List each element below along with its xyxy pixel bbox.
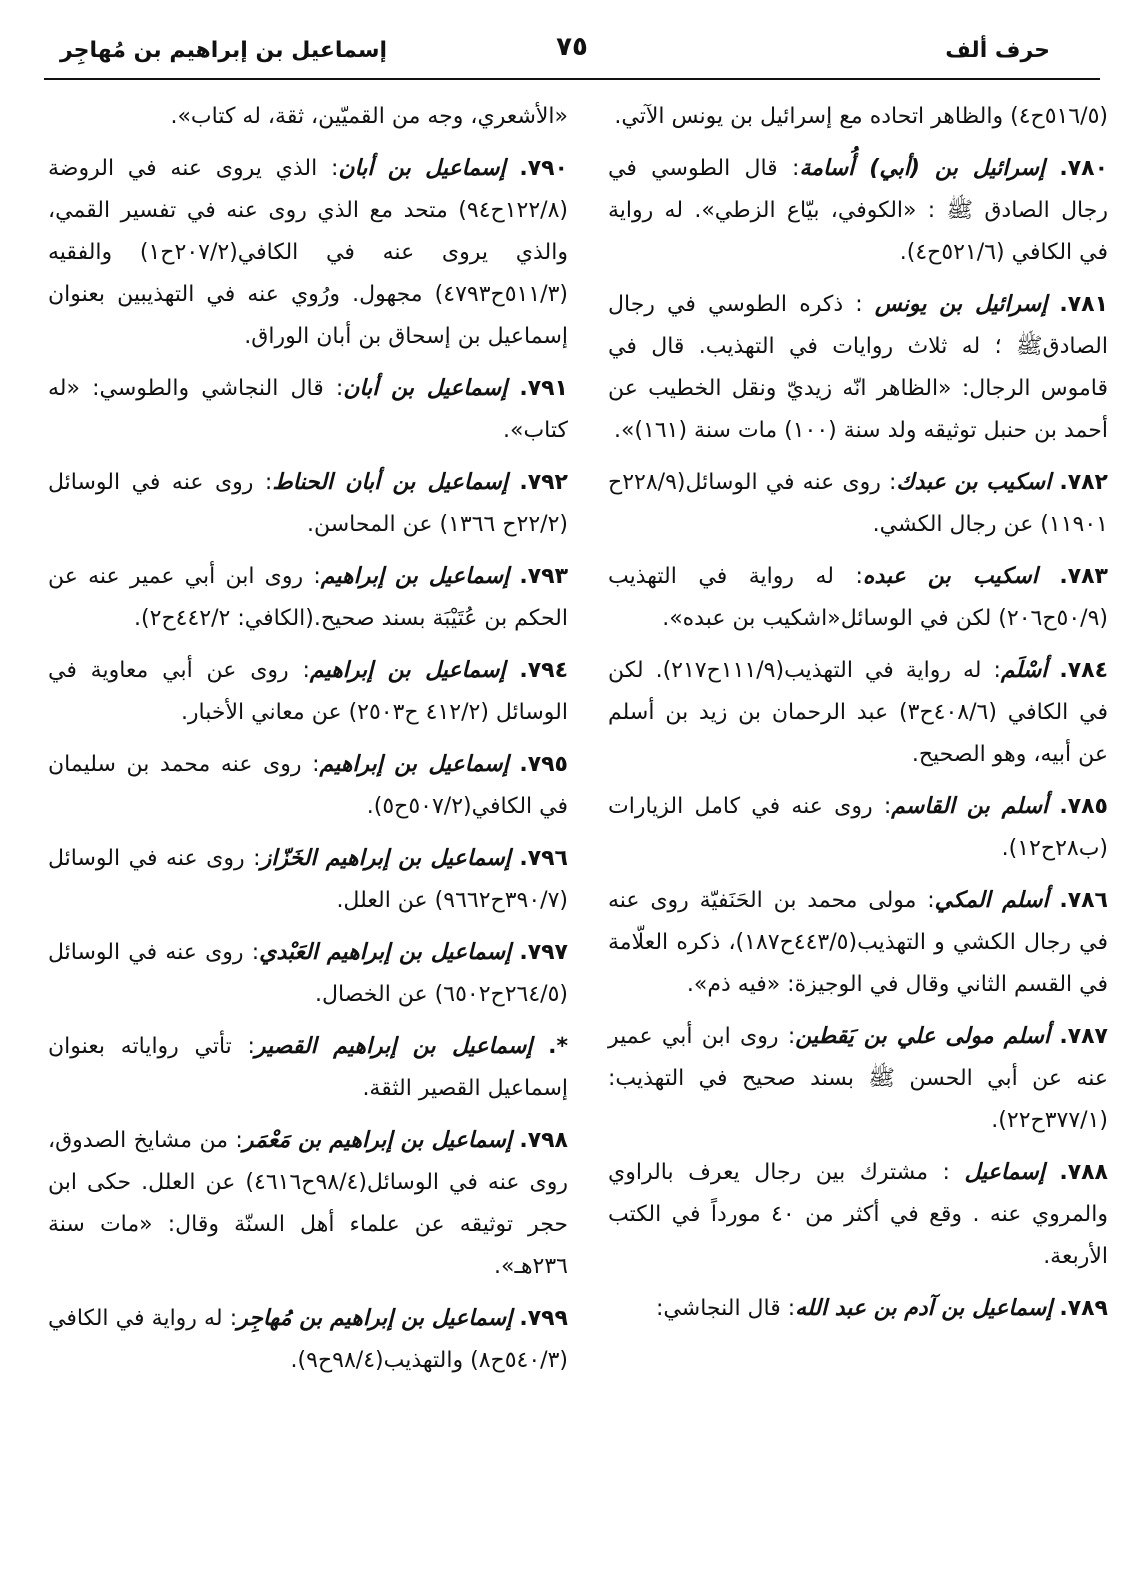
entry-text: : روى عن أبي معاوية في الوسائل (٤١٢/٢ ح٢٥٠٣) عن معاني الأخبار. [48, 658, 568, 725]
entry-name: إسماعيل بن أبان الحناط [272, 470, 508, 495]
entry-text: : مشترك بين رجال يعرف بالراوي والمروي عنه . وقع في أكثر من ٤٠ مورداً في الكتب الأربعة. [608, 1160, 1108, 1269]
page-header [44, 30, 1100, 80]
entry-text: : تأتي رواياته بعنوان إسماعيل القصير الثقة. [48, 1034, 568, 1101]
running-title: إسماعيل بن إبراهيم بن مُهاجِر [60, 38, 388, 63]
entry-text: : قال الطوسي في رجال الصادق ﷺ : «الكوفي، بيّاع الزطي». له رواية في الكافي (٥٢١/٦ح٤). [608, 156, 1108, 265]
entry-number: ٧٩٧. [519, 940, 568, 965]
entry [608, 284, 1108, 452]
entry-text: : روى عنه محمد بن سليمان في الكافي(٥٠٧/٢ح٥). [48, 752, 568, 819]
entry-number: ٧٩٥. [519, 752, 568, 777]
entry [608, 148, 1108, 274]
entry [48, 1120, 568, 1288]
chapter-title: حرف ألف [945, 38, 1050, 63]
entry-name: إسماعيل بن آدم بن عبد الله [795, 1296, 1053, 1321]
entry-text: «الأشعري، وجه من القميّين، ثقة، له كتاب». [170, 104, 568, 129]
entry-text: : روى ابن أبي عمير عنه عن الحكم بن عُتَيْبَة بسند صحيح.(الكافي: ٤٤٢/٢ح٢). [48, 564, 568, 631]
entry-name: إسرائيل بن يونس [874, 292, 1048, 317]
right-column [608, 96, 1108, 1340]
entry-text: : روى عنه في الوسائل(٢٢٨/٩ح ١١٩٠١) عن رجال الكشي. [608, 470, 1108, 537]
entry-text: : روى عنه في الوسائل (٣٩٠/٧ح٩٦٦٢) عن العلل. [48, 846, 568, 913]
entry-name: أسلم بن القاسم [891, 794, 1049, 819]
entry-text: (٥١٦/٥ح٤) والظاهر اتحاده مع إسرائيل بن يونس الآتي. [614, 104, 1108, 129]
entry-text: : روى عنه في كامل الزيارات (ب٢٨ح١٢). [608, 794, 1108, 861]
entry-number: ٧٨٥. [1059, 794, 1108, 819]
entry-name: إسماعيل بن إبراهيم [309, 658, 506, 683]
entry-text: : روى عنه في الوسائل (٢٦٤/٥ح٦٥٠٢) عن الخصال. [48, 940, 568, 1007]
entry-number: ٧٨٨. [1059, 1160, 1108, 1185]
entry-number: ٧٩٢. [519, 470, 568, 495]
entry-name: أسلم المكي [934, 888, 1049, 913]
entry-number: ٧٨٣. [1059, 564, 1108, 589]
entry [608, 1152, 1108, 1278]
entry [48, 1026, 568, 1110]
entry-number: ٧٨٩. [1059, 1296, 1108, 1321]
page-number: ٧٥ [556, 32, 588, 62]
entry-number: ٧٩٩. [519, 1306, 568, 1331]
entry-name: إسماعيل بن إبراهيم بن مَعْمَر [242, 1128, 512, 1153]
entry-text: : له رواية في الكافي (٥٤٠/٣ح٨) والتهذيب(٩٨/٤ح٩). [48, 1306, 568, 1373]
entry [48, 838, 568, 922]
entry [608, 650, 1108, 776]
entry-number: ٧٩١. [519, 376, 568, 401]
entry [608, 1288, 1108, 1330]
entry-number: ٧٨٠. [1059, 156, 1109, 181]
entry-number: ٧٩٨. [519, 1128, 568, 1153]
entry-text: : من مشايخ الصدوق، روى عنه في الوسائل(٩٨/٤ح٤٦١٦) عن العلل. حكى ابن حجر توثيقه عن علماء أهل السنّة وقال: «مات سنة ٢٣٦هـ». [48, 1128, 568, 1279]
entry [608, 556, 1108, 640]
entry-number: ٧٨٦. [1059, 888, 1108, 913]
entry [608, 96, 1108, 138]
entry-text: : قال النجاشي والطوسي: «له كتاب». [48, 376, 568, 443]
entry-text: : قال النجاشي: [656, 1296, 796, 1321]
entry [48, 148, 568, 358]
entry-name: اسكيب بن عبدك [896, 470, 1052, 495]
entry-text: : روى عنه في الوسائل (٢٢/٢ح ١٣٦٦) عن المحاسن. [48, 470, 568, 537]
entry-text: : روى ابن أبي عمير عنه عن أبي الحسن ﷺ بسند صحيح في التهذيب: (٣٧٧/١ح٢٢). [608, 1024, 1108, 1133]
entry-text: : له رواية في التهذيب (٥٠/٩ح٢٠٦) لكن في الوسائل«اشكيب بن عبده». [608, 564, 1108, 631]
entry-name: إسماعيل بن إبراهيم العَبْدي [259, 940, 512, 965]
entry-name: إسماعيل بن أبان [343, 376, 508, 401]
entry [608, 786, 1108, 870]
entry-name: إسماعيل بن إبراهيم القصير [254, 1034, 533, 1059]
entry [608, 462, 1108, 546]
entry-text: : ذكره الطوسي في رجال الصادقﷺ ؛ له ثلاث روايات في التهذيب. قال في قاموس الرجال: «الظاهر انّه زيديّ ونقل الخطيب عن أحمد بن حنبل توثيقه ولد سنة (١٠٠) مات سنة (١٦١)». [608, 292, 1108, 443]
entry-number: ٧٨٤. [1059, 658, 1109, 683]
entry-number: ٧٩٠. [519, 156, 568, 181]
entry-name: إسماعيل بن أبان [338, 156, 506, 181]
entry-number: ٧٩٤. [519, 658, 569, 683]
entry-number: *. [548, 1034, 568, 1059]
entry [608, 1016, 1108, 1142]
entry-number: ٧٨١. [1059, 292, 1109, 317]
entry-text: : مولى محمد بن الحَنَفيّة روى عنه في رجال الكشي و التهذيب(٤٤٣/٥ح١٨٧)، ذكره العلّامة في القسم الثاني وقال في الوجيزة: «فيه ذم». [608, 888, 1108, 997]
entry-text: : الذي يروى عنه في الروضة (١٢٢/٨ح٩٤) متحد مع الذي روى عنه في تفسير القمي، والذي يروى عنه في الكافي(٢٠٧/٢ح١) والفقيه (٥١١/٣ح٤٧٩٣) مجهول. ورُوي عنه في التهذيبين بعنوان إسماعيل بن إسحاق بن أبان الوراق. [48, 156, 568, 349]
entry [608, 880, 1108, 1006]
entry [48, 744, 568, 828]
entry [48, 462, 568, 546]
entry-number: ٧٩٣. [519, 564, 569, 589]
entry [48, 932, 568, 1016]
entry-name: إسماعيل بن إبراهيم [319, 752, 509, 777]
entry-name: أسْلَم [1000, 658, 1048, 683]
entry-name: إسماعيل [964, 1160, 1045, 1185]
entry-name: إسماعيل بن إبراهيم بن مُهاجِر [237, 1306, 513, 1331]
left-column [48, 96, 568, 1392]
entry-name: اسكيب بن عبده [862, 564, 1038, 589]
entry-number: ٧٨٢. [1059, 470, 1108, 495]
entry-number: ٧٩٦. [519, 846, 568, 871]
entry [48, 1298, 568, 1382]
entry-name: إسماعيل بن إبراهيم الخَزّاز [260, 846, 511, 871]
entry [48, 368, 568, 452]
entry-name: إسرائيل بن (أبي) أُسامة [799, 156, 1046, 181]
entry-text: : له رواية في التهذيب(١١١/٩ح٢١٧). لكن في الكافي (٤٠٨/٦ح٣) عبد الرحمان بن زيد بن أسلم عن أبيه، وهو الصحيح. [608, 658, 1108, 767]
entry-name: أسلم مولى علي بن يَقطين [795, 1024, 1051, 1049]
entry [48, 650, 568, 734]
entry [48, 556, 568, 640]
entry [48, 96, 568, 138]
entry-name: إسماعيل بن إبراهيم [320, 564, 510, 589]
entry-number: ٧٨٧. [1059, 1024, 1108, 1049]
